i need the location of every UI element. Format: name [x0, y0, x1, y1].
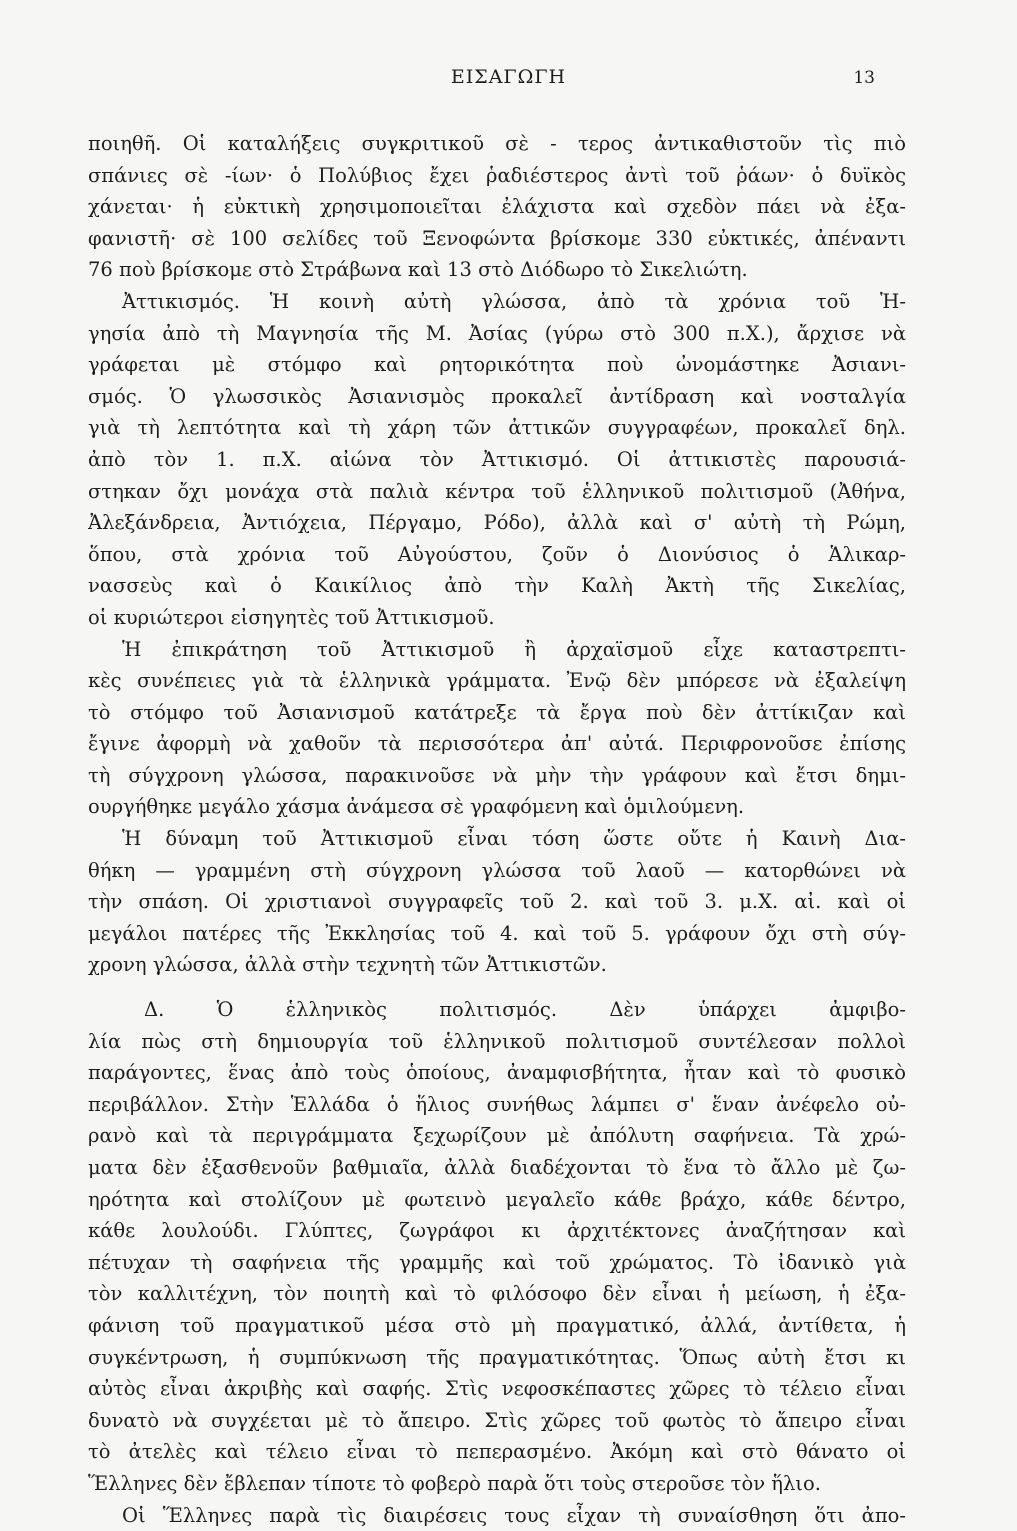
text-line: αὐτὸς εἶναι ἀκριβὴς καὶ σαφής. Στὶς νεφοσκέπαστες χῶρες τὸ τέλειο εἶναι [88, 1377, 906, 1401]
text-line: ματα δὲν ἐξασθενοῦν βαθμιαῖα, ἀλλὰ διαδέχονται τὸ ἕνα τὸ ἄλλο μὲ ζω- [88, 1156, 906, 1179]
text-line: Ἀττικισμός. Ἡ κοινὴ αὐτὴ γλώσσα, ἀπὸ τὰ χρόνια τοῦ Ἡ- [122, 289, 906, 313]
text-line: οἱ κυριώτεροι εἰσηγητὲς τοῦ Ἀττικισμοῦ. [88, 605, 495, 629]
text-line: τὴ σύγχρονη γλώσσα, παρακινοῦσε νὰ μὴν τὴν γράφουν καὶ ἔτσι δημι- [88, 763, 906, 787]
text-line: θήκη — γραμμένη στὴ σύγχρονη γλώσσα τοῦ λαοῦ — κατορθώνει νὰ [88, 858, 906, 882]
paragraph [88, 128, 906, 286]
text-line: ουργήθηκε μεγάλο χάσμα ἀνάμεσα σὲ γραφόμενη καὶ ὁμιλούμενη. [88, 795, 745, 819]
section-spacer [88, 981, 906, 994]
text-line: κὲς συνέπειες γιὰ τὰ ἑλληνικὰ γράμματα. Ἐνῷ δὲν μπόρεσε νὰ ἐξαλείψη [88, 669, 906, 693]
paragraph [88, 634, 906, 824]
text-line: φάνιση τοῦ πραγματικοῦ μέσα στὸ μὴ πραγματικό, ἀλλά, ἀντίθετα, ἡ [88, 1313, 906, 1337]
text-line: Ἡ ἐπικράτηση τοῦ Ἀττικισμοῦ ἢ ἀρχαϊσμοῦ εἶχε καταστρεπτι- [122, 637, 906, 661]
text-line: 76 ποὺ βρίσκομε στὸ Στράβωνα καὶ 13 στὸ Διόδωρο τὸ Σικελιώτη. [88, 258, 748, 282]
paragraph [88, 1500, 906, 1531]
text-line: λία πὼς στὴ δημιουργία τοῦ ἑλληνικοῦ πολιτισμοῦ συντέλεσαν πολλοὶ [88, 1029, 906, 1053]
paragraph [88, 286, 906, 634]
text-line: ὅπου, στὰ χρόνια τοῦ Αὐγούστου, ζοῦν ὁ Διονύσιος ὁ Ἁλικαρ- [88, 542, 906, 566]
text-line: δυνατὸ νὰ συγχέεται μὲ τὸ ἄπειρο. Στὶς χῶρες τοῦ φωτὸς τὸ ἄπειρο εἶναι [88, 1408, 906, 1432]
text-line: Ἕλληνες δὲν ἔβλεπαν τίποτε τὸ φοβερὸ παρὰ ὅτι τοὺς στεροῦσε τὸν ἥλιο. [88, 1471, 821, 1495]
text-line: νασσεὺς καὶ ὁ Καικίλιος ἀπὸ τὴν Καλὴ Ἀκτὴ τῆς Σικελίας, [88, 574, 906, 598]
text-line: τὴν σπάση. Οἱ χριστιανοὶ συγγραφεῖς τοῦ 2. καὶ τοῦ 3. μ.Χ. αἰ. καὶ οἱ [88, 890, 906, 914]
text-line: γιὰ τὴ λεπτότητα καὶ τὴ χάρη τῶν ἀττικῶν συγγραφέων, προκαλεῖ δηλ. [88, 416, 906, 440]
text-line: κάθε λουλούδι. Γλύπτες, ζωγράφοι κι ἀρχιτέκτονες ἀναζήτησαν καὶ [88, 1219, 906, 1243]
body-text [88, 128, 906, 1531]
page-number: 13 [853, 68, 875, 88]
text-line: μεγάλοι πατέρες τῆς Ἐκκλησίας τοῦ 4. καὶ τοῦ 5. γράφουν ὄχι στὴ σύγ- [88, 921, 906, 945]
text-line: περιβάλλον. Στὴν Ἑλλάδα ὁ ἥλιος συνήθως λάμπει σ' ἕναν ἀνέφελο οὐ- [88, 1092, 906, 1116]
text-line: Οἱ Ἕλληνες παρὰ τὶς διαιρέσεις τους εἶχαν τὴ συναίσθηση ὅτι ἀπο- [122, 1503, 906, 1527]
text-line: Ἡ δύναμη τοῦ Ἀττικισμοῦ εἶναι τόση ὥστε οὔτε ἡ Καινὴ Δια- [122, 827, 906, 851]
text-line: σμός. Ὁ γλωσσικὸς Ἀσιανισμὸς προκαλεῖ ἀντίδραση καὶ νοσταλγία [88, 384, 906, 408]
text-line: φανιστῆ· σὲ 100 σελίδες τοῦ Ξενοφώντα βρίσκομε 330 εὐκτικές, ἀπέναντι [88, 226, 906, 250]
paragraph [88, 994, 906, 1500]
text-line: ηρότητα καὶ στολίζουν μὲ φωτεινὸ μεγαλεῖο κάθε βράχο, κάθε δέντρο, [88, 1187, 906, 1211]
text-line: γράφεται μὲ στόμφο καὶ ρητορικότητα ποὺ ὠνομάστηκε Ἀσιανι- [88, 353, 906, 377]
text-line: συγκέντρωση, ἡ συμπύκνωση τῆς πραγματικότητας. Ὅπως αὐτὴ ἔτσι κι [88, 1345, 906, 1369]
text-line: ρανὸ καὶ τὰ περιγράμματα ξεχωρίζουν μὲ ἀπόλυτη σαφήνεια. Τὰ χρώ- [88, 1124, 906, 1148]
section-heading-line: Δ. Ὁ ἑλληνικὸς πολιτισμός. Δὲν ὑπάρχει ἀμφιβο- [144, 998, 906, 1022]
text-line: τὸ ἀτελὲς καὶ τέλειο εἶναι τὸ πεπερασμένο. Ἀκόμη καὶ στὸ θάνατο οἱ [88, 1440, 906, 1464]
text-line: τὸ στόμφο τοῦ Ἀσιανισμοῦ κατάτρεξε τὰ ἔργα ποὺ δὲν ἀττίκιζαν καὶ [88, 700, 906, 724]
text-line: ἀπὸ τὸν 1. π.Χ. αἰώνα τὸν Ἀττικισμό. Οἱ ἀττικιστὲς παρουσιά- [88, 447, 906, 471]
page-header [0, 64, 1017, 94]
running-title: ΕΙΣΑΓΩΓΗ [450, 66, 567, 88]
text-line: στηκαν ὄχι μονάχα στὰ παλιὰ κέντρα τοῦ ἑλληνικοῦ πολιτισμοῦ (Ἀθήνα, [88, 479, 906, 503]
text-line: σπάνιες σὲ -ίων· ὁ Πολύβιος ἔχει ῥαδιέστερος ἀντὶ τοῦ ῥάων· ὁ δυϊκὸς [88, 163, 906, 187]
text-line: χρονη γλώσσα, ἀλλὰ στὴν τεχνητὴ τῶν Ἀττικιστῶν. [88, 953, 607, 977]
text-line: Ἀλεξάνδρεια, Ἀντιόχεια, Πέργαμο, Ρόδο), ἀλλὰ καὶ σ' αὐτὴ τὴ Ρώμη, [88, 511, 906, 535]
paragraph [88, 823, 906, 981]
text-line: παράγοντες, ἕνας ἀπὸ τοὺς ὁποίους, ἀναμφισβήτητα, ἦταν καὶ τὸ φυσικὸ [88, 1061, 906, 1085]
text-line: ποιηθῆ. Οἱ καταλήξεις συγκριτικοῦ σὲ - τερος ἀντικαθιστοῦν τὶς πιὸ [88, 132, 906, 155]
text-line: γησία ἀπὸ τὴ Μαγνησία τῆς Μ. Ἀσίας (γύρω στὸ 300 π.Χ.), ἄρχισε νὰ [88, 321, 906, 345]
text-line: τὸν καλλιτέχνη, τὸν ποιητὴ καὶ τὸ φιλόσοφο δὲν εἶναι ἡ μείωση, ἡ ἐξα- [88, 1282, 906, 1306]
text-line: πέτυχαν τὴ σαφήνεια τῆς γραμμῆς καὶ τοῦ χρώματος. Τὸ ἰδανικὸ γιὰ [88, 1250, 906, 1274]
text-line: ἔγινε ἀφορμὴ νὰ χαθοῦν τὰ περισσότερα ἀπ' αὐτά. Περιφρονοῦσε ἐπίσης [88, 732, 906, 756]
text-line: χάνεται· ἡ εὐκτικὴ χρησιμοποιεῖται ἐλάχιστα καὶ σχεδὸν πάει νὰ ἐξα- [88, 195, 906, 219]
